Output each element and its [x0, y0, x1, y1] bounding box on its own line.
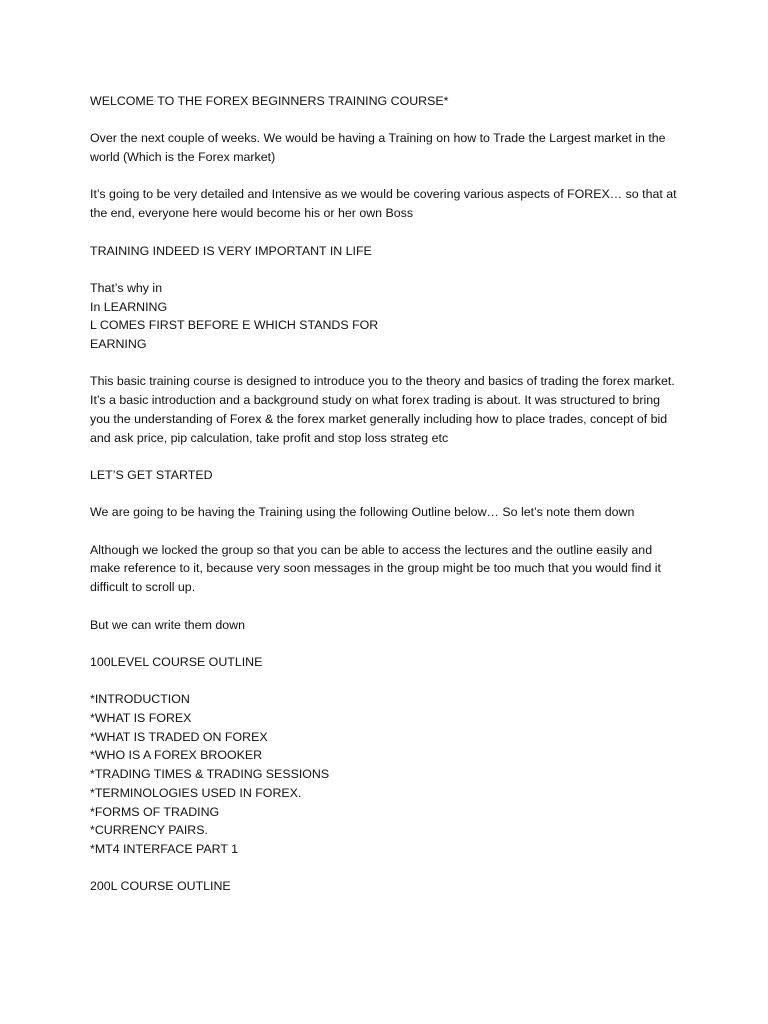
training-line: TRAINING INDEED IS VERY IMPORTANT IN LIFE [90, 243, 372, 258]
outline-item: *FORMS OF TRADING [90, 804, 220, 819]
outline-item: *TRADING TIMES & TRADING SESSIONS [90, 767, 330, 782]
outline-100-list [90, 690, 680, 858]
course-description: This basic training course is designed to introduce you to the theory and basics of trading the forex market. It’s a basic introduction and a background study on what forex trading is about. It was structured to bring you the understanding of Forex & the forex market generally including how to place trades, concept of bid and ask price, pip calculation, take profit and stop loss strateg etc [90, 374, 675, 445]
outline-item: *WHAT IS TRADED ON FOREX [90, 729, 268, 744]
locked-group-paragraph: Although we locked the group so that you can be able to access the lectures and the outline easily and make reference to it, because very soon messages in the group might be too much that you would find it difficult to scroll up. [90, 542, 661, 595]
outline-100-title: 100LEVEL COURSE OUTLINE [90, 654, 263, 669]
intro-paragraph-2: It’s going to be very detailed and Intensive as we would be covering various aspects of FOREX… so that at the end, everyone here would become his or her own Boss [90, 187, 677, 221]
outline-item: *WHO IS A FOREX BROOKER [90, 748, 263, 763]
document-title: WELCOME TO THE FOREX BEGINNERS TRAINING COURSE* [90, 94, 449, 108]
learning-line: In LEARNING [90, 299, 168, 314]
outline-200-title: 200L COURSE OUTLINE [90, 879, 231, 894]
outline-item: *TERMINOLOGIES USED IN FOREX. [90, 785, 302, 800]
outline-intro: We are going to be having the Training using the following Outline below… So let’s note them down [90, 505, 635, 520]
outline-item: *CURRENCY PAIRS. [90, 823, 208, 838]
write-down-line: But we can write them down [90, 617, 245, 632]
learning-line: EARNING [90, 337, 147, 352]
outline-item: *MT4 INTERFACE PART 1 [90, 841, 239, 856]
learning-line: L COMES FIRST BEFORE E WHICH STANDS FOR [90, 318, 379, 333]
document-page [90, 92, 680, 915]
learning-line: That’s why in [90, 280, 163, 295]
learning-block [90, 279, 680, 354]
intro-paragraph-1: Over the next couple of weeks. We would be having a Training on how to Trade the Largest market in the world (Which is the Forex market) [90, 131, 666, 165]
lets-get-started: LET’S GET STARTED [90, 467, 213, 482]
outline-item: *WHAT IS FOREX [90, 711, 192, 726]
outline-item: *INTRODUCTION [90, 692, 190, 707]
